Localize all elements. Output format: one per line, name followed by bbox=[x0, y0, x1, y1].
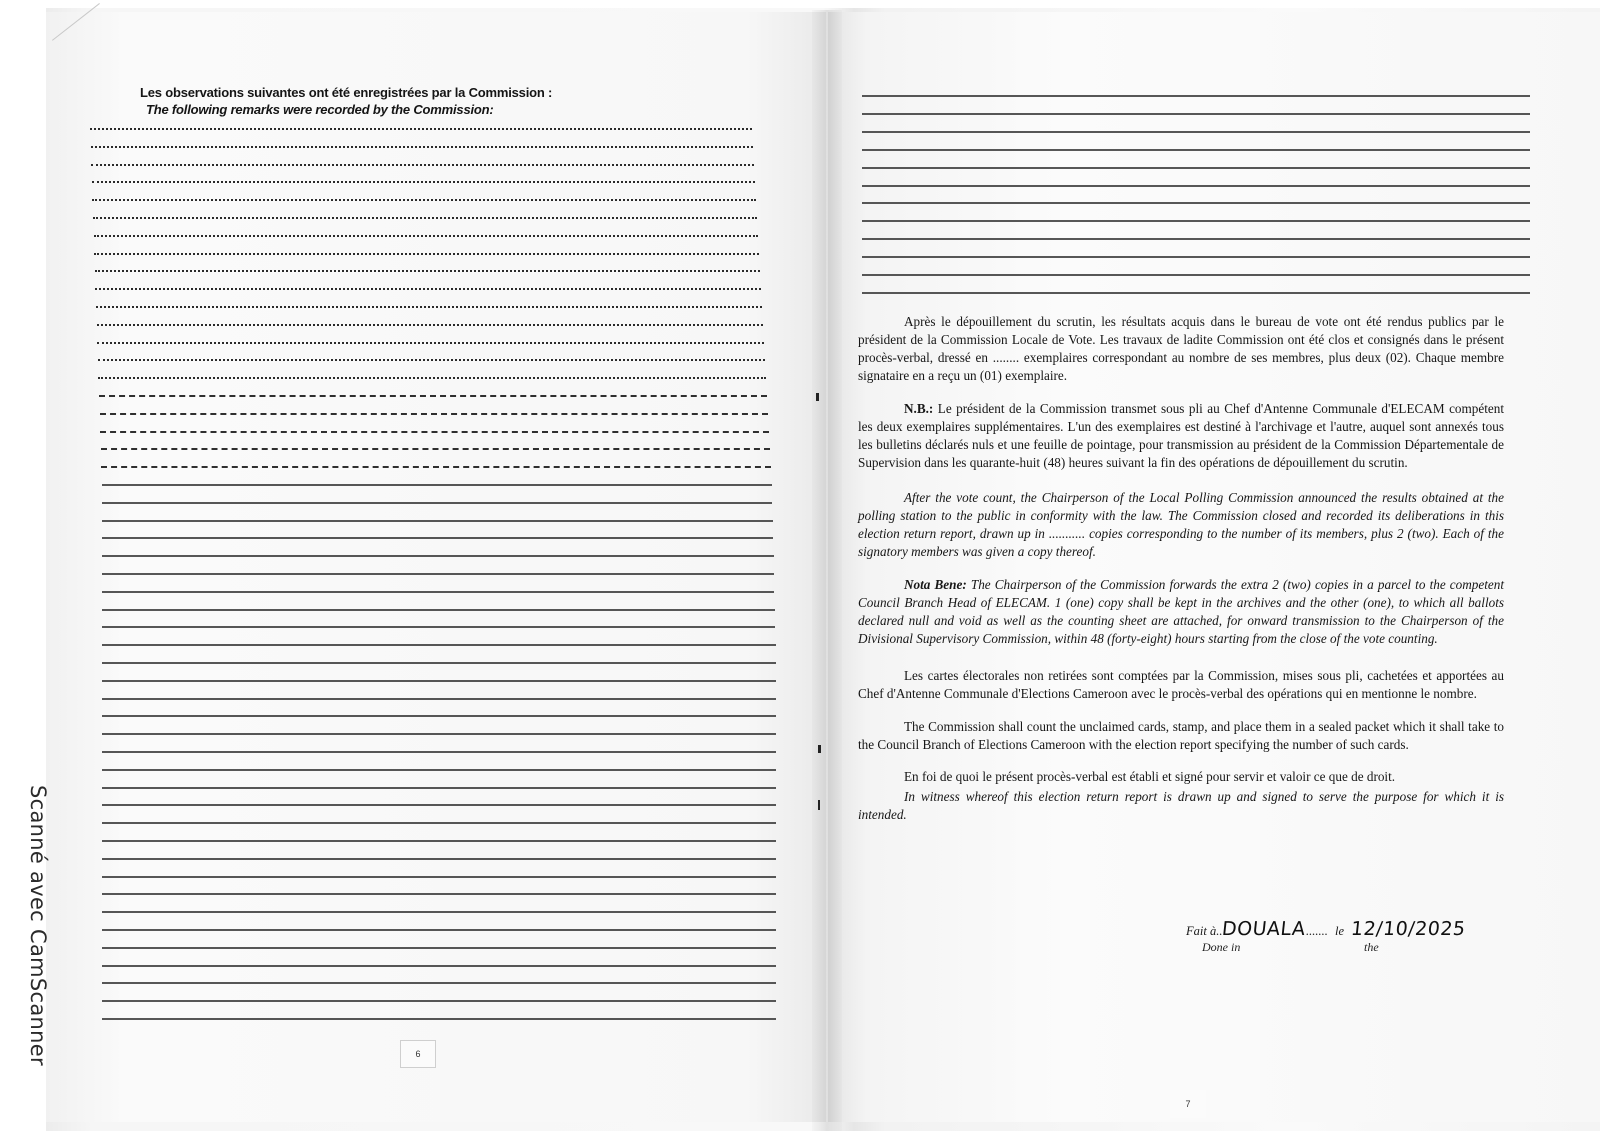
remark-line bbox=[102, 1018, 776, 1020]
remark-line bbox=[100, 413, 768, 415]
paragraph-en-witness: In witness whereof this election return report is drawn up and signed to serve the purpose for which it is intended. bbox=[858, 789, 1504, 822]
nota-bene-lead: Nota Bene: bbox=[904, 577, 967, 592]
remark-line bbox=[102, 591, 774, 593]
remark-line bbox=[102, 982, 776, 984]
remark-line bbox=[102, 715, 776, 717]
paragraph-fr-results: Après le dépouillement du scrutin, les résultats acquis dans le bureau de vote ont été rendus publics par le président de la Commission Locale de Vote. Les travaux de ladite Commission ont été clos et consignés dans le présent procès-verbal, dressé en ........ exemplaires correspondant au nombre de ses membres, plus deux (02). Chaque membre signataire en a reçu un (01) exemplaire. bbox=[858, 314, 1504, 383]
remark-line bbox=[90, 128, 752, 130]
page-number-right: 7 bbox=[1170, 1090, 1206, 1118]
remark-line bbox=[102, 876, 776, 878]
remark-line bbox=[102, 733, 776, 735]
remark-line bbox=[94, 235, 758, 237]
book-fold-shadow bbox=[812, 10, 842, 1131]
signature-block: Fait à..DOUALA....... le 12/10/2025 Done in the bbox=[1186, 918, 1467, 954]
remark-line bbox=[92, 199, 756, 201]
remark-line bbox=[102, 626, 775, 628]
remark-line bbox=[102, 680, 776, 682]
paragraph-fr-cards: Les cartes électorales non retirées sont comptées par la Commission, mises sous pli, cachetées et apportées au Chef d'Antenne Communale d'Elections Cameroon avec le procès-verbal des opérations qui en mentionne le nombre. bbox=[858, 668, 1504, 701]
remark-line bbox=[102, 609, 775, 611]
date-label: le bbox=[1334, 924, 1345, 938]
remark-line bbox=[862, 185, 1530, 187]
remark-line bbox=[102, 804, 776, 806]
remark-line bbox=[102, 698, 776, 700]
remark-line bbox=[98, 359, 765, 361]
remark-line bbox=[862, 131, 1530, 133]
edge-mark bbox=[818, 745, 821, 753]
remark-line bbox=[102, 537, 773, 539]
observations-header-en: The following remarks were recorded by the Commission: bbox=[146, 102, 494, 117]
remark-line bbox=[102, 644, 776, 646]
remark-line bbox=[96, 306, 762, 308]
remark-line bbox=[102, 662, 776, 664]
place-label: Fait à bbox=[1186, 924, 1217, 938]
remark-line bbox=[102, 822, 776, 824]
remark-line bbox=[102, 502, 772, 504]
remark-line bbox=[91, 164, 754, 166]
remark-line bbox=[862, 256, 1530, 258]
remark-line bbox=[102, 573, 774, 575]
remark-line bbox=[102, 769, 776, 771]
remark-line bbox=[102, 484, 772, 486]
done-in-label: Done in bbox=[1202, 940, 1241, 954]
remark-line bbox=[100, 431, 769, 433]
remark-line bbox=[862, 149, 1530, 151]
remark-line bbox=[102, 787, 776, 789]
closing-text bbox=[858, 313, 1504, 824]
the-label: the bbox=[1364, 940, 1379, 954]
remark-line bbox=[101, 448, 770, 450]
remark-line bbox=[95, 270, 760, 272]
edge-mark bbox=[818, 800, 820, 810]
paragraph-en-results: After the vote count, the Chairperson of the Local Polling Commission announced the results obtained at the polling station to the public in conformity with the law. The Commission closed and recorded its deliberations in this election return report, drawn up in ........... copies corresponding to the number of its members, plus 2 (two). Each of the signatory members was given a copy thereof. bbox=[858, 490, 1504, 559]
remark-line bbox=[102, 929, 776, 931]
remark-line bbox=[101, 466, 771, 468]
remark-line bbox=[91, 146, 753, 148]
place-value: DOUALA bbox=[1221, 918, 1308, 940]
remark-line bbox=[102, 1000, 776, 1002]
remark-line bbox=[862, 274, 1530, 276]
remark-line bbox=[99, 395, 767, 397]
page-number-left: 6 bbox=[400, 1040, 436, 1068]
observations-header-fr: Les observations suivantes ont été enregistrées par la Commission : bbox=[140, 85, 553, 100]
remark-line bbox=[102, 555, 774, 557]
remark-line bbox=[102, 911, 776, 913]
remark-line bbox=[862, 113, 1530, 115]
remark-line bbox=[98, 377, 766, 379]
remark-line bbox=[102, 947, 776, 949]
remark-line bbox=[862, 238, 1530, 240]
remark-line bbox=[862, 202, 1530, 204]
remark-line bbox=[102, 840, 776, 842]
remark-line bbox=[93, 217, 757, 219]
remark-line bbox=[102, 965, 776, 967]
observations-header bbox=[140, 84, 660, 118]
paragraph-fr-witness: En foi de quoi le présent procès-verbal est établi et signé pour servir et valoir ce que de droit. bbox=[904, 769, 1396, 784]
remark-line bbox=[94, 253, 759, 255]
left-page bbox=[46, 12, 826, 1122]
edge-mark bbox=[816, 393, 819, 401]
remark-line bbox=[95, 288, 761, 290]
remark-line bbox=[92, 181, 755, 183]
remark-line bbox=[102, 858, 776, 860]
camscanner-watermark: Scanné avec CamScanner bbox=[26, 785, 50, 1066]
remark-line bbox=[862, 167, 1530, 169]
remark-line bbox=[102, 751, 776, 753]
remark-line bbox=[862, 220, 1530, 222]
nb-lead: N.B.: bbox=[904, 401, 934, 416]
remark-line bbox=[862, 95, 1530, 97]
paragraph-fr-nb: N.B.: Le président de la Commission transmet sous pli au Chef d'Antenne Communale d'ELECAM compétent les deux exemplaires supplémentaires. L'un des exemplaires est destiné à l'archivage et l'autre, auquel sont annexés tous les bulletins déclarés nuls et une feuille de pointage, pour transmission au président de la Commission Départementale de Supervision dans les quarante-huit (48) heures suivant la fin des opérations de dépouillement du scrutin. bbox=[858, 401, 1504, 470]
paragraph-en-cards: The Commission shall count the unclaimed cards, stamp, and place them in a sealed packet which it shall take to the Council Branch of Elections Cameroon with the election report specifying the number of such cards. bbox=[858, 719, 1504, 752]
remark-line bbox=[97, 324, 763, 326]
paragraph-en-nota-bene: Nota Bene: The Chairperson of the Commission forwards the extra 2 (two) copies in a parcel to the competent Council Branch Head of ELECAM. 1 (one) copy shall be kept in the archives and the other (one), to which all ballots declared null and void as well as the counting sheet are attached, for onward transmission to the Chairperson of the Divisional Supervisory Commission, within 48 (forty-eight) hours starting from the close of the vote counting. bbox=[858, 577, 1504, 646]
remark-line bbox=[97, 342, 764, 344]
remark-line bbox=[102, 893, 776, 895]
remark-line bbox=[862, 292, 1530, 294]
remark-line bbox=[102, 520, 773, 522]
date-value: 12/10/2025 bbox=[1349, 918, 1467, 940]
